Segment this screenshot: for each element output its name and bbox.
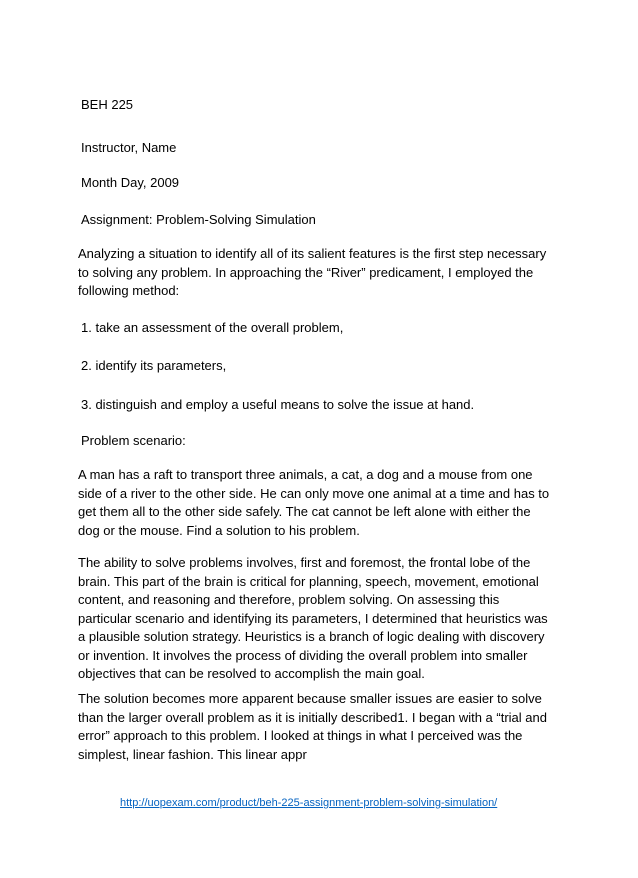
step-3: 3. distinguish and employ a useful means to solve the issue at hand. [81,397,475,412]
ability-line: The ability to solve problems involves, first and foremost, the frontal lobe of the [78,555,531,570]
ability-paragraph [78,554,573,684]
scenario-line: get them all to the other side safely. The cat cannot be left alone with either the [78,504,531,519]
step-1: 1. take an assessment of the overall problem, [81,320,344,335]
solution-line: error” approach to this problem. I looked at things in what I perceived was the [78,728,523,743]
scenario-line: A man has a raft to transport three animals, a cat, a dog and a mouse from one [78,467,533,482]
solution-line: simplest, linear fashion. This linear appr [78,746,307,762]
ability-line: particular scenario and identifying its parameters, I determined that heuristics was [78,610,548,626]
ability-line: or invention. It involves the process of dividing the overall problem into smaller [78,647,528,663]
assignment-title: Assignment: Problem-Solving Simulation [81,212,316,227]
solution-paragraph [78,690,573,764]
scenario-line: side of a river to the other side. He can only move one animal at a time and has to [78,485,550,501]
intro-line: Analyzing a situation to identify all of its salient features is the first step necessary [78,246,547,261]
intro-line: following method: [78,283,180,298]
intro-paragraph [78,245,573,301]
ability-line: brain. This part of the brain is critical for planning, speech, movement, emotional [78,573,539,589]
intro-line: to solving any problem. In approaching the “River” predicament, I employed the [78,264,534,280]
scenario-heading: Problem scenario: [81,433,186,448]
ability-line: a plausible solution strategy. Heuristics is a branch of logic dealing with discovery [78,629,545,644]
ability-line: objectives that can be resolved to accomplish the main goal. [78,666,425,681]
solution-line: than the larger overall problem as it is initially described1. I began with a “trial and [78,709,547,725]
course-code: BEH 225 [81,97,134,112]
date-line: Month Day, 2009 [81,175,180,190]
scenario-line: dog or the mouse. Find a solution to his problem. [78,522,360,538]
footer-link[interactable]: http://uopexam.com/product/beh-225-assignment-problem-solving-simulation/ [120,797,498,809]
solution-line: The solution becomes more apparent because smaller issues are easier to solve [78,691,542,706]
step-2: 2. identify its parameters, [81,358,227,373]
instructor-name: Instructor, Name [81,140,177,155]
ability-line: content, and reasoning and therefore, problem solving. On assessing this [78,592,500,607]
scenario-paragraph [78,466,573,540]
